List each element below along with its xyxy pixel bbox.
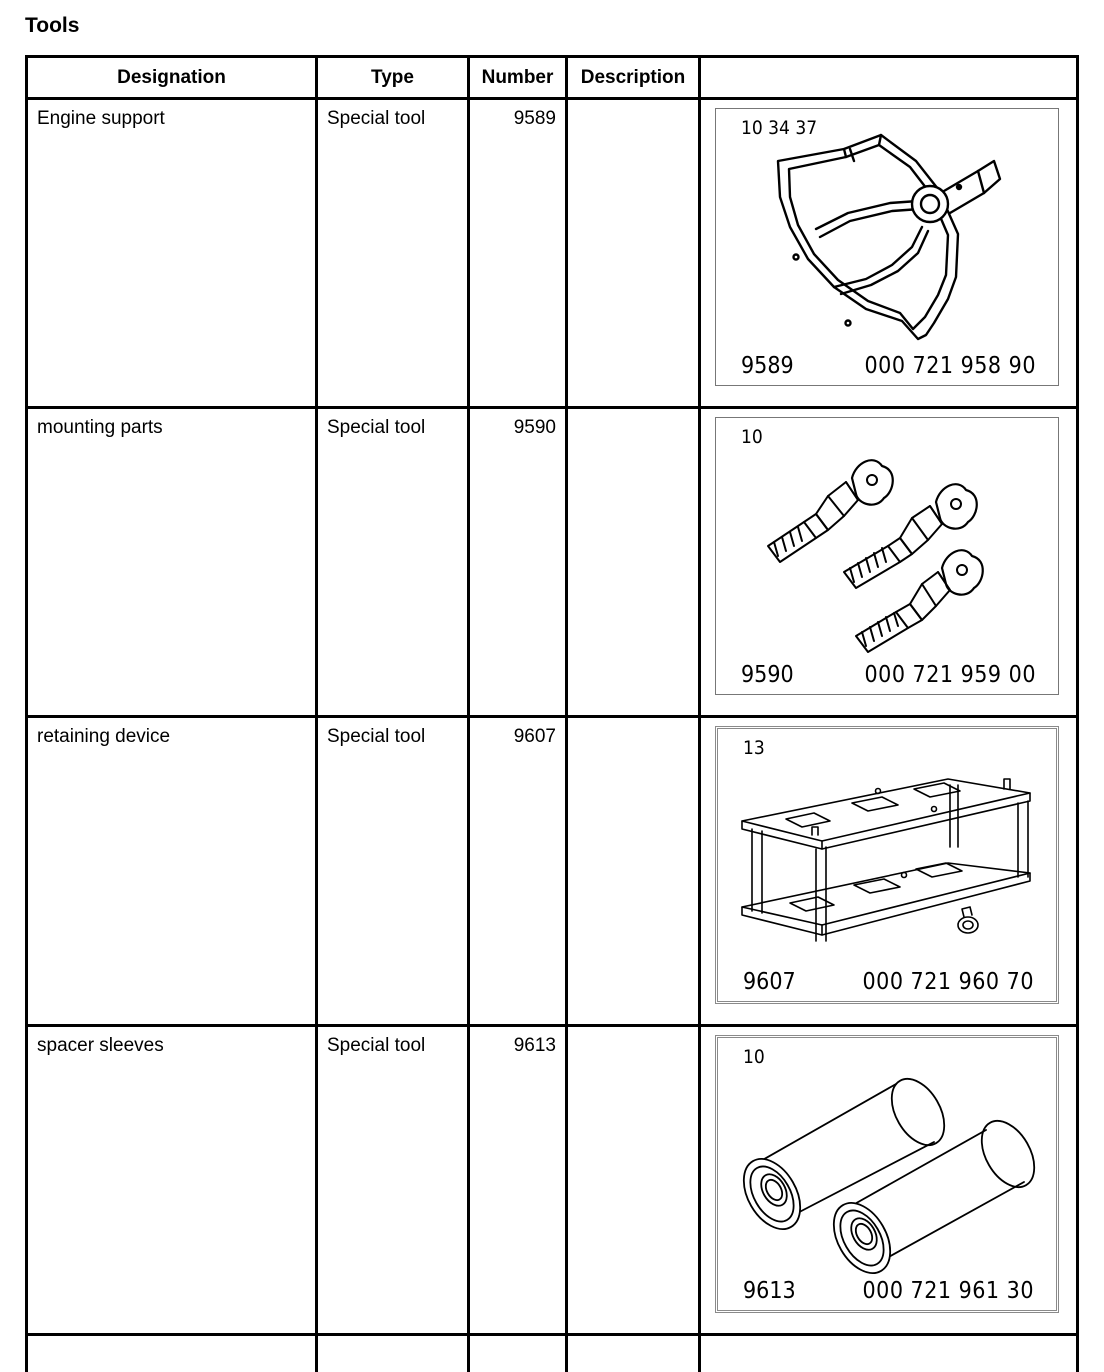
cell-number: 9607 <box>469 717 567 1026</box>
part-number: 000 721 960 70 <box>863 969 1035 995</box>
illustration-frame <box>715 726 1059 1004</box>
spacer-sleeves-drawing-icon <box>718 1038 1059 1313</box>
cell-type: Special tool <box>317 717 469 1026</box>
tool-number: 9590 <box>741 662 794 688</box>
table-row-empty <box>27 1335 1078 1372</box>
cell-illustration <box>700 99 1078 408</box>
cell-designation: mounting parts <box>27 408 317 717</box>
header-type: Type <box>317 57 469 99</box>
table-row <box>27 1026 1078 1335</box>
table-row <box>27 99 1078 408</box>
header-description: Description <box>567 57 700 99</box>
header-number: Number <box>469 57 567 99</box>
tool-number: 9607 <box>743 969 796 995</box>
cell-number: 9613 <box>469 1026 567 1335</box>
cell-illustration <box>700 717 1078 1026</box>
header-designation: Designation <box>27 57 317 99</box>
part-number: 000 721 959 00 <box>865 662 1037 688</box>
tools-table <box>25 55 1079 1372</box>
table-row <box>27 408 1078 717</box>
table-row <box>27 717 1078 1026</box>
tool-number: 9589 <box>741 353 794 379</box>
group-number: 10 <box>743 1046 765 1068</box>
part-number: 000 721 958 90 <box>865 353 1037 379</box>
cell-designation: retaining device <box>27 717 317 1026</box>
header-illustration <box>700 57 1078 99</box>
cell-type: Special tool <box>317 408 469 717</box>
cell-empty <box>567 1335 700 1372</box>
group-number: 10 <box>741 426 763 448</box>
cell-description <box>567 99 700 408</box>
cell-designation: Engine support <box>27 99 317 408</box>
engine-support-drawing-icon <box>716 109 1059 386</box>
cell-type: Special tool <box>317 1026 469 1335</box>
illustration-frame <box>715 417 1059 695</box>
illustration-frame <box>715 1035 1059 1313</box>
retaining-device-drawing-icon <box>718 729 1059 1004</box>
cell-description <box>567 717 700 1026</box>
group-number: 13 <box>743 737 765 759</box>
cell-description <box>567 1026 700 1335</box>
cell-illustration <box>700 1026 1078 1335</box>
cell-description <box>567 408 700 717</box>
cell-empty <box>700 1335 1078 1372</box>
cell-empty <box>27 1335 317 1372</box>
cell-number: 9589 <box>469 99 567 408</box>
mounting-parts-drawing-icon <box>716 418 1059 695</box>
tool-number: 9613 <box>743 1278 796 1304</box>
page-title: Tools <box>25 14 79 38</box>
illustration-frame <box>715 108 1059 386</box>
group-number: 10 34 37 <box>741 117 817 139</box>
cell-empty <box>469 1335 567 1372</box>
cell-type: Special tool <box>317 99 469 408</box>
cell-illustration <box>700 408 1078 717</box>
cell-designation: spacer sleeves <box>27 1026 317 1335</box>
cell-empty <box>317 1335 469 1372</box>
part-number: 000 721 961 30 <box>863 1278 1035 1304</box>
table-header-row <box>27 57 1078 99</box>
cell-number: 9590 <box>469 408 567 717</box>
